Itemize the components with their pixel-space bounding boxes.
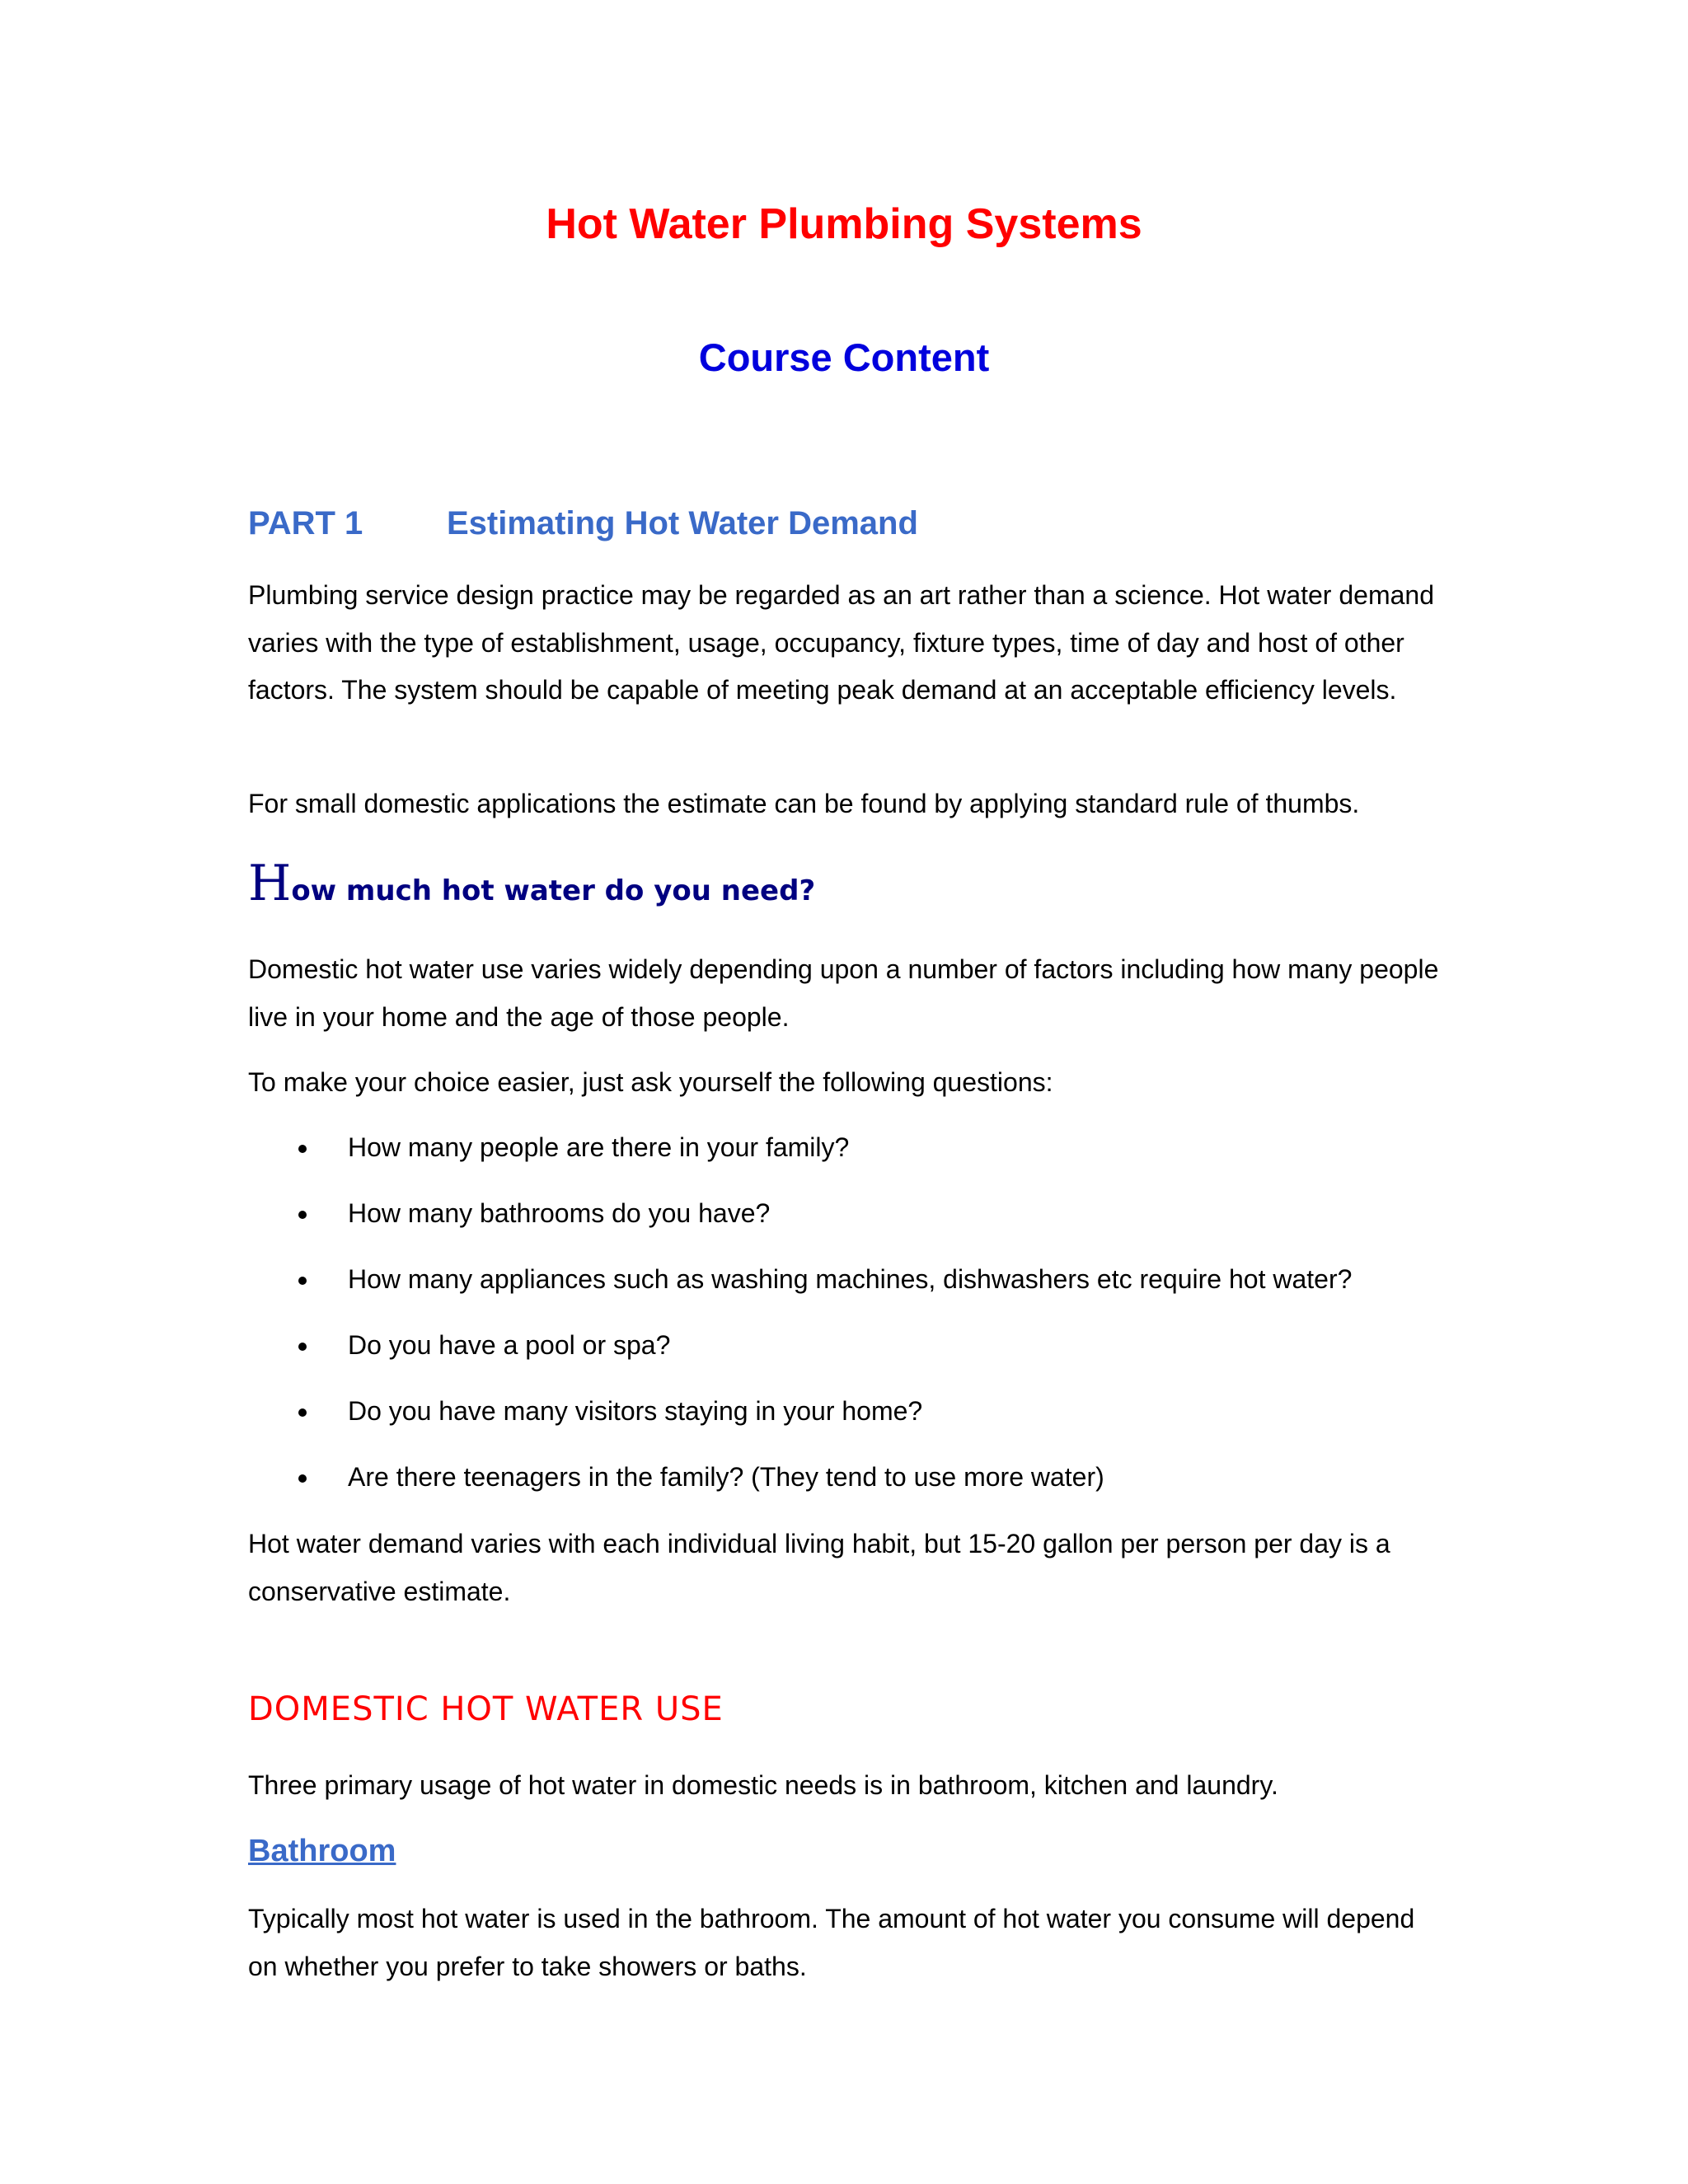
intro-paragraph-2: For small domestic applications the estimate can be found by applying standard rule of thumbs. [248,789,1360,818]
list-item-text: Are there teenagers in the family? (They tend to use more water) [348,1462,1104,1492]
domestic-use-heading: DOMESTIC HOT WATER USE [248,1690,724,1728]
list-item-text: How many bathrooms do you have? [348,1198,771,1228]
bullet-icon [298,1211,307,1219]
list-item-text: Do you have many visitors staying in your home? [348,1396,923,1426]
conclusion-paragraph: Hot water demand varies with each individual living habit, but 15-20 gallon per person per day is a conservative estimate. [248,1529,1390,1606]
list-item [248,1256,1352,1322]
bullet-icon [298,1343,307,1351]
list-item-text: Do you have a pool or spa? [348,1330,671,1360]
list-item-text: How many people are there in your family? [348,1132,850,1162]
bathroom-link[interactable]: Bathroom [248,1834,396,1868]
bullet-icon [298,1474,307,1483]
part-heading [248,502,918,545]
how-much-heading [248,851,815,930]
list-item [248,1322,1352,1388]
intro-paragraph-1: Plumbing service design practice may be regarded as an art rather than a science. Hot water demand varies with the type of establishment, usage, occupancy, fixture types, time of day and host of other factors. The system should be capable of meeting peak demand at an acceptable efficiency levels. [248,580,1434,705]
part-title: Estimating Hot Water Demand [447,505,918,541]
bullet-icon [298,1145,307,1153]
how-much-heading-initial: H [248,855,292,912]
how-much-paragraph-2: To make your choice easier, just ask yourself the following questions: [248,1067,1053,1097]
part-number: PART 1 [248,505,363,541]
bullet-icon [298,1408,307,1417]
list-item [248,1454,1352,1520]
list-item [248,1388,1352,1454]
bathroom-paragraph: Typically most hot water is used in the bathroom. The amount of hot water you consume will depend on whether you prefer to take showers or baths. [248,1904,1415,1981]
domestic-use-intro: Three primary usage of hot water in domestic needs is in bathroom, kitchen and laundry. [248,1770,1278,1800]
questions-list [248,1124,1352,1520]
bullet-icon [298,1277,307,1285]
list-item [248,1190,1352,1256]
list-item-text: How many appliances such as washing machines, dishwashers etc require hot water? [348,1264,1353,1294]
how-much-paragraph-1: Domestic hot water use varies widely depending upon a number of factors including how many people live in your home and the age of those people. [248,954,1439,1032]
how-much-heading-text: ow much hot water do you need? [291,874,816,907]
document-title: Hot Water Plumbing Systems [546,200,1142,248]
list-item [248,1124,1352,1190]
document-subtitle: Course Content [698,335,990,379]
